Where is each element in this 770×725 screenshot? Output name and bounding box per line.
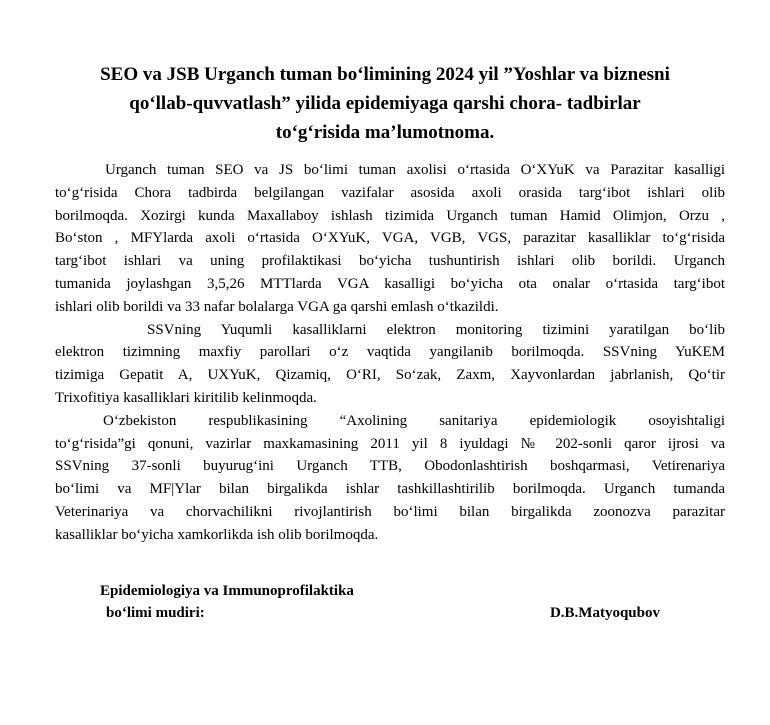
signature-position: boʻlimi mudiri: xyxy=(106,605,205,621)
signature-name: D.B.Matyoqubov xyxy=(549,605,660,621)
paragraph-3-line: kasalliklar boʻyicha xamkorlikda ish olib borilmoqda. xyxy=(55,526,379,543)
document-title xyxy=(40,60,730,147)
title-line-3: toʻgʻrisida maʼlumotnoma. xyxy=(275,122,495,143)
paragraph-1-line: tumanida joylashgan 3,5,26 MTTlarda VGA kasalligi boʻyicha ota onalar oʻrtasida targʻibot xyxy=(55,275,725,292)
paragraph-1-line: borilmoqda. Xozirgi kunda Maxallaboy ishlash tizimida Urganch tuman Hamid Olimjon, Orzu , xyxy=(55,207,725,224)
paragraph-1-line: Urganch tuman SEO va JS boʻlimi tuman axolisi oʻrtasida OʻXYuK va Parazitar kasalligi xyxy=(105,162,725,178)
signature-department: Epidemiologiya va Immunoprofilaktika xyxy=(100,583,354,599)
paragraph-2-line: elektron tizimning maxfiy parollari oʻz vaqtida yangilanib borilmoqda. SSVning YuKEM xyxy=(55,344,725,361)
paragraph-1-line: ishlari olib borildi va 33 nafar bolalarga VGA ga qarshi emlash oʻtkazildi. xyxy=(55,298,499,315)
paragraph-1-line: toʻgʻrisida Chora tadbirda belgilangan vazifalar asosida axoli orasida targʻibot ishlari olib xyxy=(55,184,725,201)
paragraph-3-line: toʻgʻrisida”gi qonuni, vazirlar maxkamasining 2011 yil 8 iyuldagi № 202-sonli qaror ijrosi va xyxy=(55,435,725,452)
title-line-2: qoʻllab-quvvatlash” yilida epidemiyaga qarshi chora- tadbirlar xyxy=(129,93,641,114)
paragraph-1-line: Boʻston , MFYlarda axoli oʻrtasida OʻXYuK, VGA, VGB, VGS, parazitar kasalliklar toʻgʻrisida xyxy=(55,230,725,247)
title-line-1: SEO va JSB Urganch tuman boʻlimining 2024 yil ”Yoshlar va biznesni xyxy=(100,64,670,85)
paragraph-2-line: SSVning Yuqumli kasalliklarni elektron monitoring tizimini yaratilgan boʻlib xyxy=(147,321,725,338)
document-body xyxy=(55,159,725,547)
paragraph-2-line: Trixofitiya kasalliklari kiritilib kelinmoqda. xyxy=(55,389,317,406)
paragraph-1-line: targʻibot ishlari va uning profilaktikasi boʻyicha tushuntirish ishlari olib borildi. Urganch xyxy=(55,253,725,270)
paragraph-3-line: boʻlimi va MF|Ylar bilan birgalikda ishlar tashkillashtirilib borilmoqda. Urganch tumanda xyxy=(55,481,725,498)
paragraph-3-line: SSVning 37-sonli buyurugʻini Urganch TTB, Obodonlashtirish boshqarmasi, Vetirenariya xyxy=(55,458,725,475)
paragraph-2 xyxy=(55,319,725,410)
signature-row xyxy=(100,602,660,624)
paragraph-2-line: tizimiga Gepatit A, UXYuK, Qizamiq, OʻRI, Soʻzak, Zaxm, Xayvonlardan jabrlanish, Qoʻtir xyxy=(55,367,725,384)
paragraph-1 xyxy=(55,159,725,319)
paragraph-3-line: Oʻzbekiston respublikasining “Axolining sanitariya epidemiologik osoyishtaligi xyxy=(103,412,725,429)
signature-block xyxy=(100,580,660,624)
paragraph-3 xyxy=(55,410,725,547)
paragraph-3-line: Veterinariya va chorvachilikni rivojlantirish boʻlimi bilan birgalikda zoonozva parazitar xyxy=(55,503,725,520)
